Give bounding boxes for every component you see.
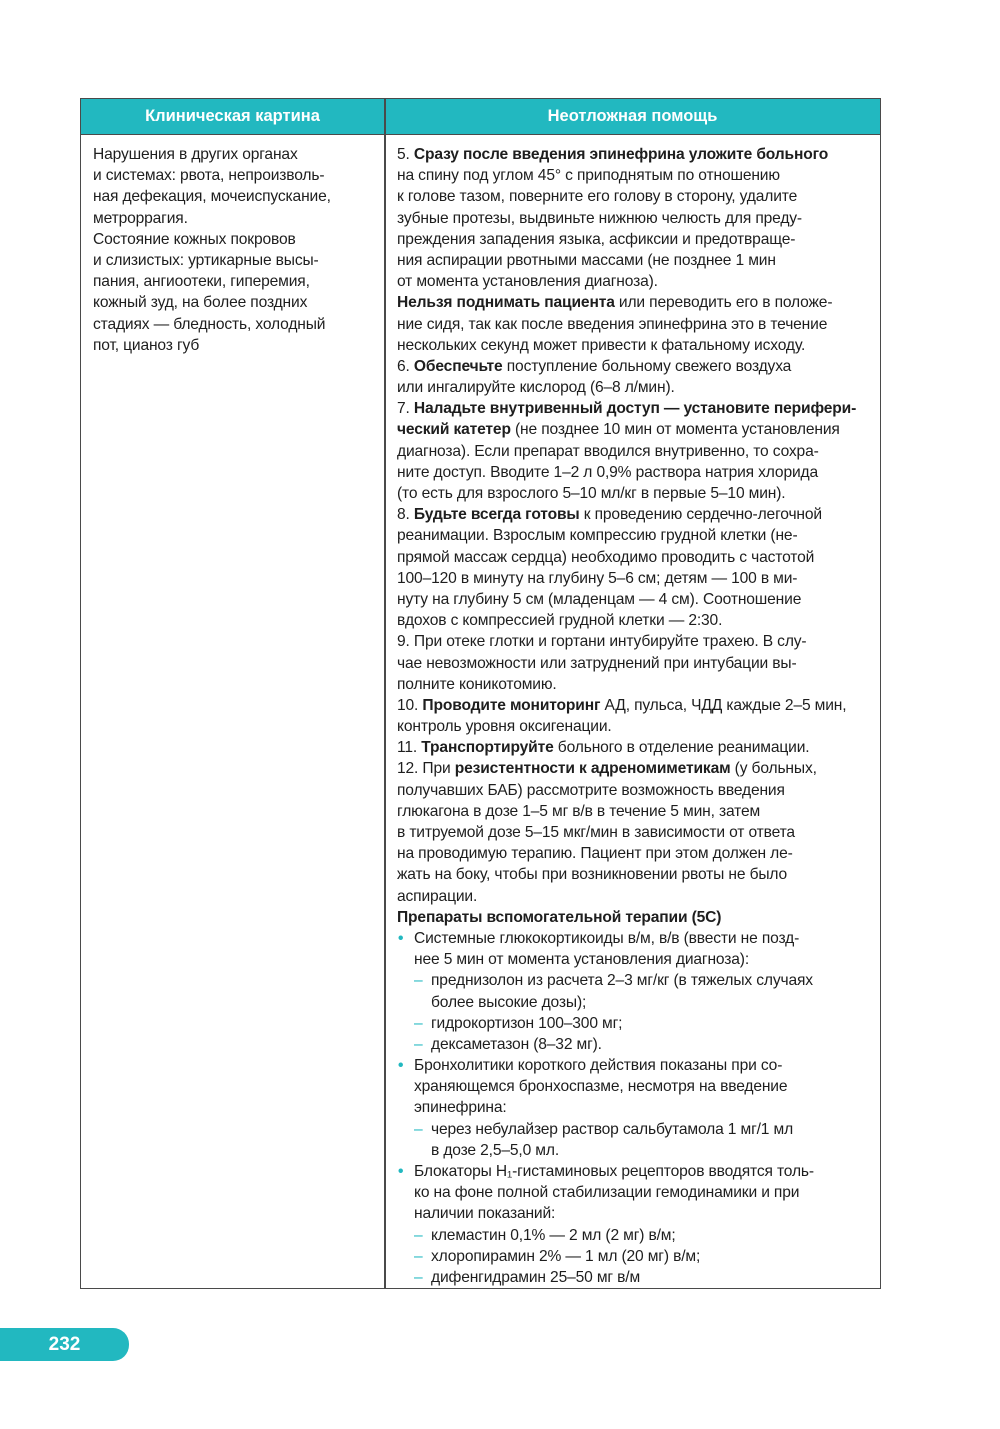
dash-text: гидрокортизон 100–300 мг; <box>431 1014 623 1032</box>
care-text-line: диагноза). Если препарат вводился внутривенно, то сохра- <box>397 442 819 460</box>
care-text-line: вдохов с компрессией грудной клетки — 2:30. <box>397 612 723 630</box>
care-text-line: преждения западения языка, асфиксии и предотвраще- <box>397 230 796 248</box>
step-emphasis: Обеспечьте <box>413 357 503 375</box>
care-text-line: прямой массаж сердца) необходимо проводить с частотой <box>397 548 815 566</box>
care-text-line: наличии показаний: <box>414 1205 556 1223</box>
care-text-line: эпинефрина: <box>414 1099 507 1117</box>
table-header <box>81 99 880 135</box>
care-text-line: к голове тазом, поверните его голову в сторону, удалите <box>397 188 798 206</box>
care-step-line <box>397 356 856 377</box>
dash-text: через небулайзер раствор сальбутамола 1 мг/1 мл <box>431 1120 794 1138</box>
step-prefix: 5. <box>397 146 414 163</box>
step-emphasis: ческий катетер <box>397 421 511 439</box>
care-text-line: ните доступ. Вводите 1–2 л 0,9% раствора натрия хлорида <box>397 463 818 481</box>
step-text: поступление больному свежего воздуха <box>502 357 792 375</box>
dash-marker: – <box>414 1035 423 1053</box>
dash-list-item <box>397 1013 856 1034</box>
step-text: или переводить его в положе- <box>614 294 833 312</box>
dash-text: дексаметазон (8–32 мг). <box>431 1035 602 1053</box>
step-emphasis: Препараты вспомогательной терапии (5С) <box>397 908 722 926</box>
care-text-line: в дозе 2,5–5,0 мл. <box>431 1141 560 1159</box>
care-text-line: получавших БАБ) рассмотрите возможность введения <box>397 781 785 799</box>
clinical-text-line: Нарушения в других органах <box>93 146 298 163</box>
step-prefix: 8. <box>397 506 414 524</box>
step-text: к проведению сердечно-легочной <box>579 506 822 524</box>
care-text-line: зубные протезы, выдвиньте нижнюю челюсть для преду- <box>397 209 802 227</box>
care-table <box>80 98 881 1289</box>
care-step-line <box>397 144 856 165</box>
care-step-line <box>397 758 856 779</box>
step-emphasis: Нельзя поднимать пациента <box>397 294 615 312</box>
bullet-marker: • <box>398 1057 404 1075</box>
bullet-text: Блокаторы H₁-гистаминовых рецепторов вводятся толь- <box>414 1163 814 1180</box>
care-step-line <box>397 419 856 440</box>
care-step-line <box>397 504 856 525</box>
dash-list-item <box>397 1267 856 1288</box>
care-text-line: от момента установления диагноза). <box>397 273 658 291</box>
care-text-line: нескольких секунд может привести к фатальному исходу. <box>397 336 806 354</box>
step-prefix: 12. При <box>397 760 455 778</box>
bullet-marker: • <box>398 929 404 947</box>
dash-list-item <box>397 1225 856 1246</box>
bullet-marker: • <box>398 1163 404 1180</box>
care-step-line <box>397 695 856 716</box>
step-text: больного в отделение реанимации. <box>553 739 810 757</box>
clinical-picture-cell <box>93 144 331 356</box>
care-text-line: нуту на глубину 5 см (младенцам — 4 см). Соотношение <box>397 590 802 608</box>
step-text: (не позднее 10 мин от момента установления <box>510 421 840 439</box>
care-text-line: полните коникотомию. <box>397 675 557 693</box>
care-text-line: ко на фоне полной стабилизации гемодинамики и при <box>414 1184 800 1202</box>
dash-list-item <box>397 1034 856 1055</box>
dash-marker: – <box>414 1247 423 1265</box>
header-emergency-care: Неотложная помощь <box>547 107 718 125</box>
clinical-text-line: кожный зуд, на более поздних <box>93 294 308 312</box>
clinical-text-line: Состояние кожных покровов <box>93 230 296 248</box>
dash-list-item <box>397 970 856 991</box>
header-clinical-picture: Клиническая картина <box>145 107 320 125</box>
emergency-care-cell <box>397 144 856 1288</box>
bullet-text: Системные глюкокортикоиды в/м, в/в (ввести не позд- <box>414 929 800 947</box>
step-emphasis: резистентности к адреномиметикам <box>454 760 731 778</box>
care-text-line: (то есть для взрослого 5–10 мл/кг в первые 5–10 мин). <box>397 485 786 502</box>
clinical-text-line: стадиях — бледность, холодный <box>93 315 326 333</box>
care-step-line <box>397 737 856 758</box>
bullet-text: Бронхолитики короткого действия показаны при со- <box>414 1057 783 1075</box>
step-emphasis: Сразу после введения эпинефрина уложите больного <box>413 146 829 163</box>
care-text-line: или ингалируйте кислород (6–8 л/мин). <box>397 379 675 397</box>
step-text: (у больных, <box>730 760 817 778</box>
step-prefix: 7. <box>397 400 414 418</box>
step-prefix: 6. <box>397 357 414 375</box>
care-text-line: ния аспирации рвотными массами (не позднее 1 мин <box>397 251 776 269</box>
step-emphasis: Проводите мониторинг <box>422 696 601 714</box>
dash-marker: – <box>414 1226 423 1244</box>
care-step-line <box>397 907 856 928</box>
care-text-line: на спину под углом 45° с приподнятым по отношению <box>397 167 780 185</box>
dash-text: хлоропирамин 2% — 1 мл (20 мг) в/м; <box>431 1247 701 1265</box>
dash-marker: – <box>414 972 423 990</box>
care-step-line <box>397 292 856 313</box>
column-divider <box>384 99 386 1288</box>
clinical-text-line: и системах: рвота, непроизволь- <box>93 167 325 185</box>
dash-text: клемастин 0,1% — 2 мл (2 мг) в/м; <box>431 1226 676 1244</box>
care-text-line: 100–120 в минуту на глубину 5–6 см; детям — 100 в ми- <box>397 569 798 587</box>
page-number: 232 <box>0 1328 129 1361</box>
care-text-line: аспирации. <box>397 887 478 905</box>
care-text-line: чае невозможности или затруднений при интубации вы- <box>397 654 797 672</box>
clinical-text-line: пания, ангиоотеки, гиперемия, <box>93 273 310 291</box>
dash-marker: – <box>414 1014 423 1032</box>
step-emphasis: Будьте всегда готовы <box>413 506 580 524</box>
dash-marker: – <box>414 1120 423 1138</box>
care-text-line: нее 5 мин от момента установления диагноза): <box>414 951 750 969</box>
step-prefix: 11. <box>397 739 422 757</box>
care-text-line: 9. При отеке глотки и гортани интубируйте трахею. В слу- <box>397 633 807 651</box>
clinical-text-line: ная дефекация, мочеиспускание, <box>93 188 331 206</box>
dash-text: дифенгидрамин 25–50 мг в/м <box>431 1268 641 1286</box>
care-text-line: более высокие дозы); <box>431 993 587 1011</box>
care-text-line: реанимации. Взрослым компрессию грудной клетки (не- <box>397 527 798 545</box>
clinical-text-line: метроррагия. <box>93 209 188 227</box>
dash-marker: – <box>414 1268 423 1286</box>
dash-text: преднизолон из расчета 2–3 мг/кг (в тяжелых случаях <box>431 972 813 990</box>
bullet-list-item <box>397 928 856 949</box>
step-prefix: 10. <box>397 696 423 714</box>
clinical-text-line: пот, цианоз губ <box>93 336 200 354</box>
care-text-line: глюкагона в дозе 1–5 мг в/в в течение 5 мин, затем <box>397 802 761 820</box>
dash-list-item <box>397 1119 856 1140</box>
clinical-text-line: и слизистых: уртикарные высы- <box>93 251 319 269</box>
bullet-list-item <box>397 1055 856 1076</box>
dash-list-item <box>397 1246 856 1267</box>
step-text: АД, пульса, ЧДД каждые 2–5 мин, <box>600 696 847 714</box>
step-emphasis: Транспортируйте <box>421 739 554 757</box>
care-text-line: в титруемой дозе 5–15 мкг/мин в зависимости от ответа <box>397 824 795 841</box>
bullet-list-item <box>397 1161 856 1182</box>
care-text-line: на проводимую терапию. Пациент при этом должен ле- <box>397 845 793 863</box>
care-text-line: жать на боку, чтобы при возникновении рвоты не было <box>397 866 788 884</box>
step-emphasis: Наладьте внутривенный доступ — установите перифери- <box>413 400 857 418</box>
care-text-line: контроль уровня оксигенации. <box>397 718 612 736</box>
care-step-line <box>397 398 856 419</box>
care-text-line: храняющемся бронхоспазме, несмотря на введение <box>414 1078 788 1096</box>
care-text-line: ние сидя, так как после введения эпинефрина это в течение <box>397 315 828 333</box>
